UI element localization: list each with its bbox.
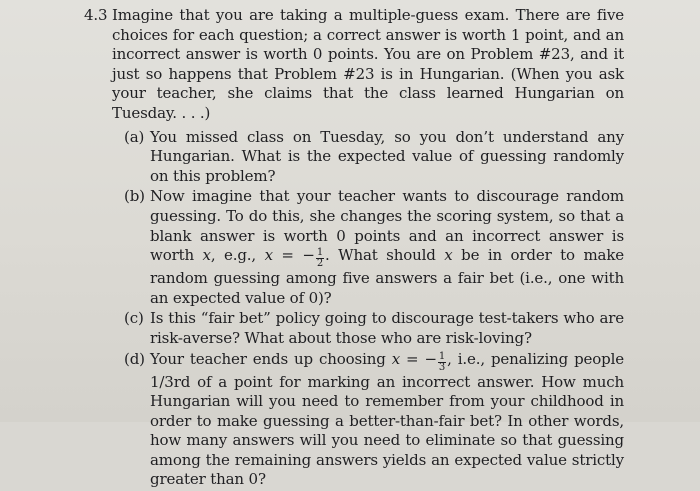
fraction-numerator: 1	[438, 350, 446, 362]
part-text: . What should	[325, 246, 445, 265]
fraction	[438, 352, 446, 373]
fraction-denominator: 3	[438, 361, 446, 373]
part-text: be in order to make random guessing among five answers a fair bet (i.e., one with an expected value of 0)?	[150, 246, 624, 307]
fraction-numerator: 1	[316, 247, 324, 259]
part-b	[124, 187, 624, 308]
problem-text: Imagine that you are taking a multiple-guess exam. There are five choices for each question; a correct answer is worth 1 point, and an incorrect answer is worth 0 points. You are on Problem #23, and it just so happens that Problem #23 is in Hungarian. (When you ask your teacher, she claims that the class learned Hungarian on Tuesday. . . .)	[112, 6, 624, 122]
problem-statement	[84, 6, 624, 124]
part-text: Your teacher ends up choosing	[150, 349, 392, 368]
fraction	[316, 248, 324, 269]
problem-block	[84, 6, 624, 491]
part-letter: (d)	[124, 349, 145, 368]
part-letter: (a)	[124, 127, 145, 146]
part-a	[124, 128, 624, 187]
part-text: Now imagine that your teacher wants to discourage random guessing. To do this, she changes the scoring system, so that a blank answer is worth 0 points and an incorrect answer is worth	[150, 187, 624, 265]
math-operator: = −	[272, 246, 315, 265]
math-variable: x	[391, 349, 401, 368]
part-c	[124, 309, 624, 348]
part-letter: (c)	[124, 309, 144, 328]
part-text: Is this “fair bet” policy going to discourage test-takers who are risk-averse? What about those who are risk-loving?	[150, 309, 624, 347]
part-letter: (b)	[124, 187, 145, 206]
math-variable: x	[202, 246, 211, 265]
part-text: , i.e., penalizing people 1/3rd of a point for marking an incorrect answer. How much Hungarian will you need to remember from your childhood in order to make guessing a better-than-fair bet? In other words, how many answers will you need to eliminate so that guessing among the remaining answers yields an expected value strictly greater than 0?	[150, 349, 624, 489]
math-variable: x	[264, 246, 273, 265]
fraction-denominator: 2	[316, 258, 324, 270]
math-variable: x	[444, 246, 453, 265]
part-text: , e.g.,	[210, 246, 265, 265]
problem-parts	[84, 128, 624, 491]
problem-number: 4.3	[84, 6, 108, 24]
part-text: You missed class on Tuesday, so you don’t understand any Hungarian. What is the expected value of guessing randomly on this problem?	[150, 127, 624, 185]
math-operator: = −	[400, 349, 437, 368]
part-d	[124, 350, 624, 491]
